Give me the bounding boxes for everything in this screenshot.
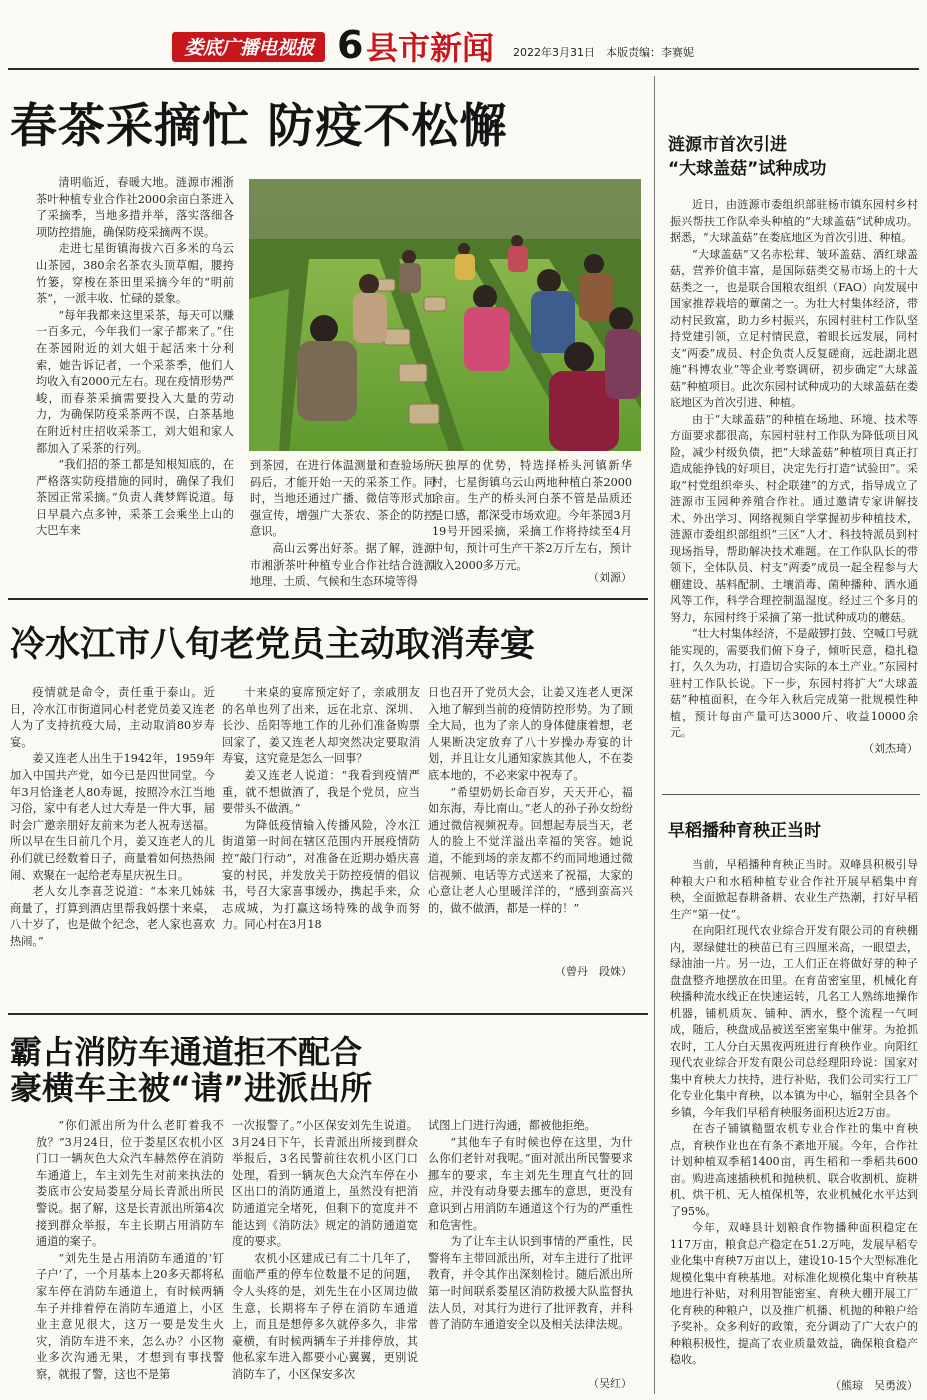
paragraph: “大球盖菇”又名赤松茸、皱环盖菇、酒红球盖菇，营养价值丰富，是国际菇类交易市场上的十大菇类之一，也是联合国粮农组织（FAO）向发展中国家推荐栽培的蕈菌之一。为壮大村集体经济，带动村民致富，助力乡村振兴，东园村驻村工作队坚持党建引领，立足村情民意，着眼长远发展，同村支“两委”成员、村企负责人反复磋商，远赴湖北恩施“科博农业”等企业考察调研，初步确定“大球盖菇”种植项目。此次东园村试种成功的大球盖菇在娄底地区为首次引进、种植。 (670, 247, 918, 409)
paragraph: 由于“大球盖菇”的种植在场地、环境、技术等方面要求都很高，东园村驻村工作队为降低项目风险，减少村级负债，把“大球盖菇”种植项目真正打造成能挣钱的好项目，决定先行打造“试验田”。采取“村党组织牵头、村企联建”的方式，指导成立了涟源市玉园种养殖合作社。通过邀请专家讲解技术、外出学习、网络视频自学掌握初步种植技术，涟源市委组织部组织“三区”人才、科技特派员到村现场指导，帮助解决技术难题。在工作队队长的带领下，全体队员、村支“两委”成员一起全程参与大棚建设、基料配制、土壤消毒、菌种播种、洒水通风等工作，科学合理控制温湿度。经过三个多月的努力，东园村终于采摘了第一批试种成功的蘑菇。 (670, 412, 918, 624)
mushroom-byline: （刘杰琦） (863, 742, 918, 755)
paragraph: “刘先生是占用消防车通道的‘钉子户’了，一个月基本上20多天都将私家车停在消防车通道上，有时候两辆车子并排着停在消防车通道上，小区业主意见很大，这万一要是发生火灾，消防车进不来，怎么办？小区物业多次沟通无果，才想到有事找警察，就报了警，这也不是第 (36, 1251, 224, 1381)
paragraph: 走进七星街镇海拔六百多米的乌云山茶园，380余名茶农头顶草帽，腰挎竹篓，穿梭在茶田里采摘今年的“明前茶”，一派丰收、忙碌的景象。 (36, 242, 234, 306)
elder-column-3 (428, 685, 633, 970)
tea-column-2 (250, 458, 435, 588)
paper-name: 娄底广播电视报 (184, 37, 314, 59)
paragraph: “你们派出所为什么老盯着我不放？”3月24日，位于娄星区农机小区门口一辆灰色大众汽车赫然停在消防车通道上，车主刘先生对前来执法的娄底市公安局娄星分局长青派出所民警说。据了解，这是长青派出所第4次接到群众举报，车主长期占用消防车通道的案子。 (36, 1119, 224, 1249)
tea-picking-photo (249, 179, 641, 451)
rice-headline: 早稻播种育秧正当时 (668, 821, 821, 841)
paragraph: 试图上门进行沟通，都被他拒绝。 (428, 1119, 596, 1132)
fire-column-3 (428, 1118, 633, 1380)
paragraph: 当前，早稻播种育秧正当时。双峰县积极引导种粮大户和水稻种植专业合作社开展早稻集中育秧，全面掀起春耕备耕、农业生产热潮，打好早稻生产“第一仗”。 (670, 858, 918, 921)
paragraph: 老人女儿李喜芝说道：“本来几姊妹商量了，打算到酒店里帮我妈摆十来桌，八十岁了，也是做个纪念，老人家也喜欢热闹。” (10, 885, 215, 948)
paragraph: 一次报警了。”小区保安刘先生说道。3月24日下午，长青派出所接到群众举报后，3名民警前往农机小区门口处理，看到一辆灰色大众汽车停在小区出口的消防通道上，虽然没有把消防通道完全堵死，但剩下的宽度并不能达到《消防法》规定的消防通道宽度的要求。 (232, 1119, 418, 1249)
paragraph: 近日，由涟源市委组织部驻杨市镇东园村乡村振兴帮扶工作队牵头种植的“大球盖菇”试种成功。据悉，“大球盖菇”在娄底地区为首次引进、种植。 (670, 198, 918, 244)
paragraph: “每年我都来这里采茶，每天可以赚一百多元，今年我们一家子都来了。”住在茶园附近的刘大姐于起活来十分利索，她告诉记者，一个采茶季，他们人均收入有2000元左右。现在疫情形势严峻，而春茶采摘需要投入大量的劳动力，为确保防疫采茶两不误，白茶基地在附近村庄招收采茶工，刘大姐和家人都加入了采茶的行列。 (36, 308, 234, 455)
paragraph: 在杏子铺镇糙盟农机专业合作社的集中育秧点，育秧作业也在有条不紊地开展。今年，合作社计划种植双季稻1400亩，再生稻和一季稻共600亩。购进高速插秧机和抛秧机、联合收割机、旋耕机、烘干机、无人植保机等，农业机械化水平达到了95%。 (670, 1122, 918, 1218)
paragraph: “我们招的茶工都是知根知底的，在严格落实防疫措施的同时，确保了我们茶园正常采摘。”负责人龚梦辉说道。每日早晨六点多钟，采茶工会乘坐上山的大巴车来 (36, 458, 234, 538)
section-title: 县市新闻 (366, 29, 495, 67)
section-divider (8, 598, 648, 600)
paragraph: 农机小区建成已有二十几年了，面临严重的停车位数量不足的问题，令人头疼的是，刘先生在小区周边做生意，长期将车子停在消防车通道上，而且是想停多久就停多久，非常豪横，有时候两辆车子并排停放，其他私家车进入都要小心翼翼，更别说消防车了，小区保安多次 (232, 1251, 418, 1381)
elder-byline: （曾丹 段姝） (555, 965, 632, 978)
mushroom-headline-line-2: “大球盖菇”试种成功 (668, 159, 827, 179)
paragraph: 高山云雾出好茶。据了解，涟源市湘浙茶叶种植专业合作社结合涟源地理、土质、气候和生态环境等得 (250, 541, 435, 588)
paragraph: 在向阳红现代农业综合开发有限公司的育秧棚内，翠绿健壮的秧苗已有三四厘米高，一眼望去，绿油油一片。另一边，工人们正在将做好芽的种子盘盘整齐地摆放在田里。在育苗密室里，机械化育秧播种流水线正在快速运转，几名工人熟练地操作机器，铺机质灰、铺种、洒水，整个流程一气呵成，随后，秧盘成品被送至密室集中催芽。为抢抓农时，工人分白天黑夜两班进行育秧作业。向阳红现代农业综合开发有限公司总经理阳玲说：国家对集中育秧大力扶持，进行补贴，我们公司实行工厂化专业化集中育秧，以本镇为中心，辐射全县各个乡镇，今年我们早稻育秧服务面积达近2万亩。 (670, 924, 918, 1119)
tea-column-1 (36, 175, 234, 593)
paragraph: “壮大村集体经济，不是敲锣打鼓、空喊口号就能实现的，需要我们俯下身子，倾听民意，稳扎稳打，久久为功，打造切合实际的本土产业。”东园村驻村工作队长说。下一步，东园村将扩大“大球盖菇”种植面积，在今年入秋后完成第一批规模性种植，预计每亩产量可达3000斤、收益10000余元。 (670, 627, 918, 739)
tea-column-3 (432, 458, 632, 583)
paragraph: 姜又连老人出生于1942年，1959年加入中国共产党，如今已是四世同堂。今年3月恰逢老人80寿诞，按照冷水江当地习俗，家中有老人过大寿是一件大事，届时会广邀亲朋好友前来为老人祝寿送福。所以早在生日前几个月，姜又连老人的儿孙们就已经数着日子，商量着如何热热闹闹、欢聚在一起给老寿星庆祝生日。 (10, 752, 215, 882)
elder-column-2 (222, 685, 420, 1000)
fire-byline: （吴红） (588, 1377, 632, 1390)
fire-column-1 (36, 1118, 224, 1400)
fire-headline-line-2: 豪横车主被“请”进派出所 (10, 1069, 373, 1107)
paragraph: 清明临近，春暖大地。涟源市湘浙茶叶种植专业合作社2000余亩白茶进入了采摘季，当地多措并举，落实落细各项防控措施，确保防疫采摘两不误。 (36, 176, 234, 239)
fire-column-2 (232, 1118, 418, 1400)
masthead (0, 0, 927, 72)
paragraph: “其他车子有时候也停在这里，为什么你们老针对我呢。”面对派出所民警要求挪车的要求，车主刘先生理直气壮的回应，并没有动身要去挪车的意思，更没有意识到占用消防车通道这个行为的严重性和危害性。 (428, 1135, 633, 1232)
elder-headline: 冷水江市八旬老党员主动取消寿宴 (10, 625, 536, 665)
section-divider (662, 794, 920, 795)
paragraph: 十来桌的宴席预定好了，亲戚朋友的名单也列了出来，远在北京、深圳、长沙、岳阳等地工作的儿孙们准备购票回家了，姜又连老人却突然决定要取消寿宴，这究竟是怎么一回事？ (222, 686, 420, 766)
paragraph: 日也召开了党员大会，让姜又连老人更深入地了解到当前的疫情防控形势。为了顾全大局，也为了亲人的身体健康着想，老人果断决定放弃了八十岁操办寿宴的计划，并且让女儿通知家族其他人，不在娄底本地的，不必来家中祝寿了。 (428, 686, 633, 782)
mushroom-headline-line-1: 涟源市首次引进 (668, 135, 787, 155)
mushroom-body (670, 197, 918, 742)
page-number: 6 (337, 23, 364, 67)
paragraph: 为了让车主认识到事情的严重性，民警将车主带回派出所，对车主进行了批评教育，并令其作出深刻检讨。随后派出所第一时间联系娄星区消防救援大队监督执法人员，对其行为进行了批评教育，并科普了消防车通道安全以及相关法律法规。 (428, 1235, 633, 1332)
paragraph: 姜又连老人说道：“我看到疫情严重，就不想做酒了，我是个党员，应当要带头不做酒。” (222, 768, 420, 816)
section-divider (8, 1013, 648, 1015)
column-divider (654, 76, 655, 1394)
tea-byline: （刘源） (588, 571, 632, 584)
paragraph: 疫情就是命令，责任重于泰山。近日，冷水江市街道同心村老党员姜又连老人为了支持抗疫大局，主动取消80岁寿宴。 (10, 686, 215, 749)
paragraph: 今年，双峰县计划粮食作物播种面积稳定在117万亩，粮食总产稳定在51.2万吨，发展早稻专业化集中育秧7万亩以上，建设10-15个大型标准化规模化集中育秧基地。对标准化规模化集中育秧基地进行补贴，对利用智能密室、育秧大棚开展工厂化育秧的种粮户，以及推广机播、机抛的种粮户给予奖补。众多利好的政策，充分调动了广大农户的种粮积极性，提高了农业质量效益，确保粮食稳产稳收。 (670, 1221, 918, 1366)
paragraph: 到茶园，在进行体温测量和查验场所码后，才能开始一天的采茶工作。同时，当地还通过广播、微信等形式加强宣传，增强广大茶农、茶企的防控意识。 (250, 459, 435, 539)
paragraph: 天独厚的优势，特选择桥头河镇新华村，七星街镇乌云山两地种植白茶2000余亩。生产的桥头河白茶不管是品质还是口感，都深受市场欢迎。今年茶园3月19号开园采摘，采摘工作将持续至4月中旬，预计可生产干茶2万斤左右，预计收入2000多万元。 (432, 459, 632, 572)
paragraph: 为降低疫情输入传播风险，冷水江街道第一时间在辖区范围内开展疫情防控“敲门行动”，对准备在近期办婚庆喜宴的村民，并发放关于防控疫情的倡议书，号召大家喜事缓办，携起手来，众志成城，为打赢这场特殊的战争而努力。同心村在3月18 (222, 818, 420, 932)
rice-body (670, 857, 918, 1375)
fire-headline-line-1: 霸占消防车通道拒不配合 (10, 1033, 363, 1071)
tea-picking-photo-svg (249, 179, 641, 451)
tea-headline: 春茶采摘忙 防疫不松懈 (10, 99, 508, 154)
paragraph: “希望奶奶长命百岁，天天开心，福如东海，寿比南山。”老人的孙子孙女纷纷通过微信视频祝寿。回想起寿辰当天，老人的脸上不觉洋溢出幸福的笑容。她说道，不能到场的亲友都不约而同地通过微信视频、电话等方式送来了祝福，大家的心意让老人心里暖洋洋的，“感到蛮高兴的，做不做酒，都是一样的！” (428, 785, 633, 915)
elder-column-1 (10, 685, 215, 1000)
issue-info: 2022年3月31日 本版责编：李赛妮 (513, 46, 694, 59)
masthead-rule (8, 68, 919, 70)
rice-byline: （熊琼 吴勇波） (830, 1379, 918, 1392)
